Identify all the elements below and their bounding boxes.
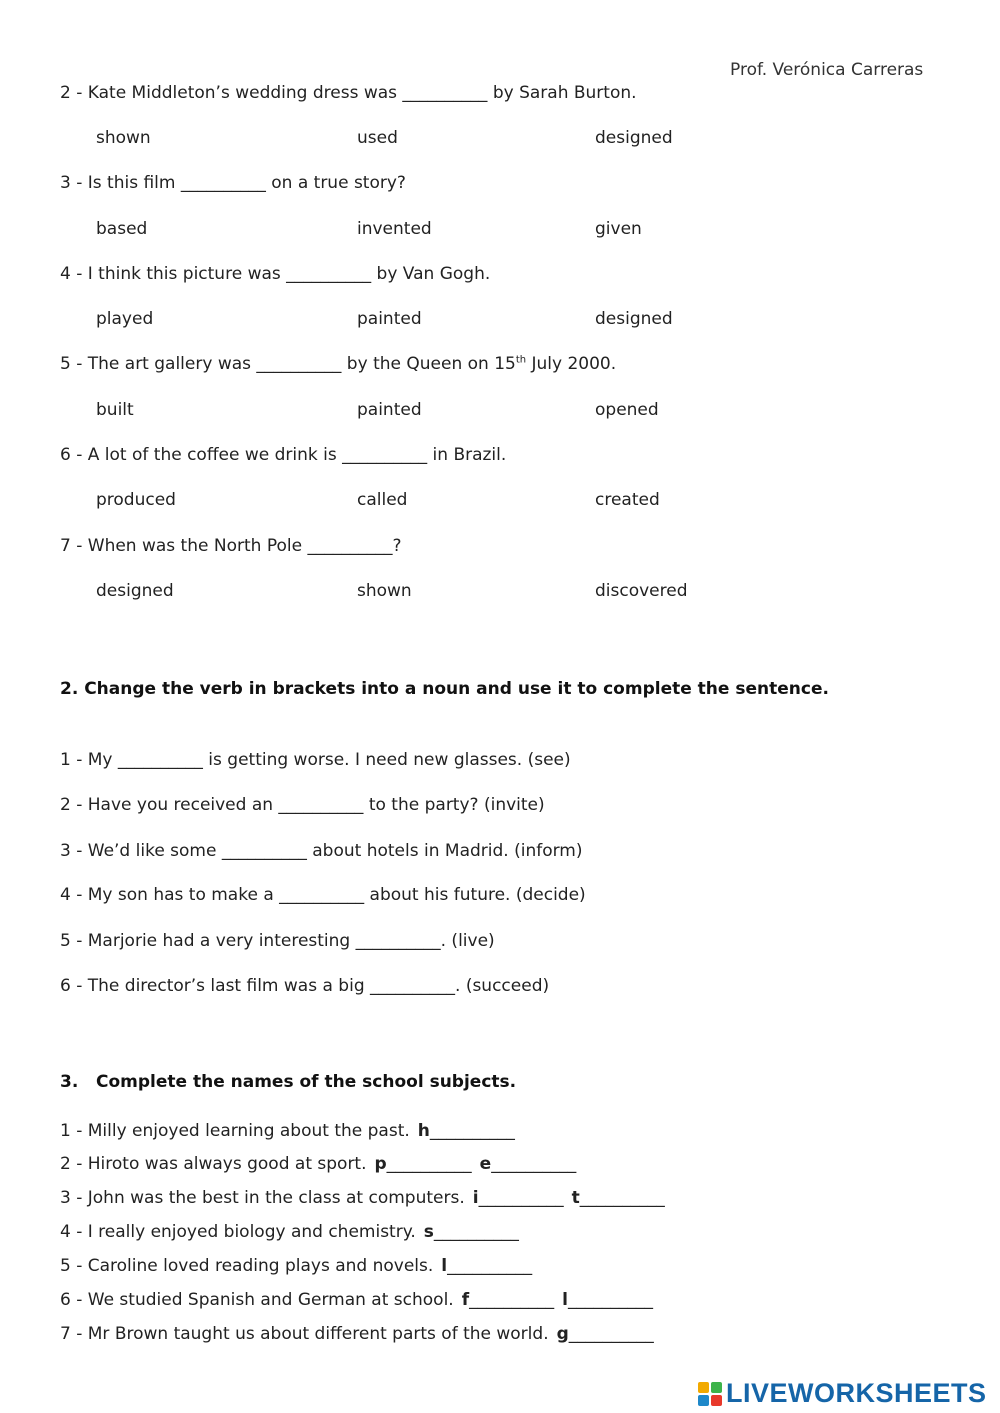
question-3: 3 - Is this film __________ on a true story? bbox=[60, 173, 406, 193]
option-invented[interactable]: invented bbox=[357, 219, 432, 239]
author-name: Prof. Verónica Carreras bbox=[730, 60, 924, 80]
option-painted[interactable]: painted bbox=[357, 400, 422, 420]
answer-blank[interactable]: __________ bbox=[429, 1121, 515, 1141]
answer-blank[interactable]: __________ bbox=[491, 1154, 577, 1174]
option-built[interactable]: built bbox=[96, 400, 134, 420]
noun-item-6[interactable]: 6 - The director’s last film was a big __________. (succeed) bbox=[60, 976, 550, 996]
answer-blank[interactable]: __________ bbox=[433, 1222, 519, 1242]
option-designed[interactable]: designed bbox=[96, 581, 174, 601]
option-shown[interactable]: shown bbox=[96, 128, 151, 148]
question-4: 4 - I think this picture was __________ by Van Gogh. bbox=[60, 264, 491, 284]
liveworksheets-logo[interactable] bbox=[698, 1378, 987, 1409]
section-3-heading: 3. Complete the names of the school subjects. bbox=[60, 1072, 517, 1092]
answer-blank[interactable]: __________ bbox=[447, 1256, 533, 1276]
subject-item-4: 4 - I really enjoyed biology and chemistry. s__________ bbox=[60, 1222, 519, 1242]
logo-text: LIVEWORKSHEETS bbox=[726, 1378, 987, 1408]
question-6: 6 - A lot of the coffee we drink is __________ in Brazil. bbox=[60, 445, 507, 465]
option-given[interactable]: given bbox=[595, 219, 642, 239]
subject-item-7: 7 - Mr Brown taught us about different parts of the world. g__________ bbox=[60, 1324, 654, 1344]
option-designed[interactable]: designed bbox=[595, 128, 673, 148]
subject-item-1: 1 - Milly enjoyed learning about the past. h__________ bbox=[60, 1121, 515, 1141]
answer-blank[interactable]: __________ bbox=[568, 1324, 654, 1344]
option-created[interactable]: created bbox=[595, 490, 660, 510]
noun-item-1[interactable]: 1 - My __________ is getting worse. I need new glasses. (see) bbox=[60, 750, 571, 770]
question-5: 5 - The art gallery was __________ by the Queen on 15th July 2000. bbox=[60, 354, 617, 374]
subject-item-3: 3 - John was the best in the class at computers. i__________ t__________ bbox=[60, 1188, 665, 1208]
option-painted[interactable]: painted bbox=[357, 309, 422, 329]
option-discovered[interactable]: discovered bbox=[595, 581, 688, 601]
subject-item-6: 6 - We studied Spanish and German at school. f__________ l__________ bbox=[60, 1290, 653, 1310]
subject-item-5: 5 - Caroline loved reading plays and novels. l__________ bbox=[60, 1256, 533, 1276]
noun-item-3[interactable]: 3 - We’d like some __________ about hotels in Madrid. (inform) bbox=[60, 841, 583, 861]
noun-item-4[interactable]: 4 - My son has to make a __________ about his future. (decide) bbox=[60, 885, 586, 905]
option-based[interactable]: based bbox=[96, 219, 148, 239]
answer-blank[interactable]: __________ bbox=[386, 1154, 472, 1174]
option-called[interactable]: called bbox=[357, 490, 408, 510]
section-2-heading: 2. Change the verb in brackets into a noun and use it to complete the sentence. bbox=[60, 679, 829, 699]
option-produced[interactable]: produced bbox=[96, 490, 176, 510]
question-2: 2 - Kate Middleton’s wedding dress was __________ by Sarah Burton. bbox=[60, 83, 637, 103]
option-opened[interactable]: opened bbox=[595, 400, 659, 420]
subject-item-2: 2 - Hiroto was always good at sport. p__________ e__________ bbox=[60, 1154, 577, 1174]
answer-blank[interactable]: __________ bbox=[478, 1188, 564, 1208]
option-shown[interactable]: shown bbox=[357, 581, 412, 601]
option-played[interactable]: played bbox=[96, 309, 154, 329]
liveworksheets-logo-icon bbox=[698, 1382, 722, 1406]
noun-item-2[interactable]: 2 - Have you received an __________ to the party? (invite) bbox=[60, 795, 545, 815]
option-used[interactable]: used bbox=[357, 128, 398, 148]
answer-blank[interactable]: __________ bbox=[469, 1290, 555, 1310]
answer-blank[interactable]: __________ bbox=[579, 1188, 665, 1208]
question-7: 7 - When was the North Pole __________? bbox=[60, 536, 402, 556]
noun-item-5[interactable]: 5 - Marjorie had a very interesting __________. (live) bbox=[60, 931, 495, 951]
option-designed[interactable]: designed bbox=[595, 309, 673, 329]
answer-blank[interactable]: __________ bbox=[567, 1290, 653, 1310]
